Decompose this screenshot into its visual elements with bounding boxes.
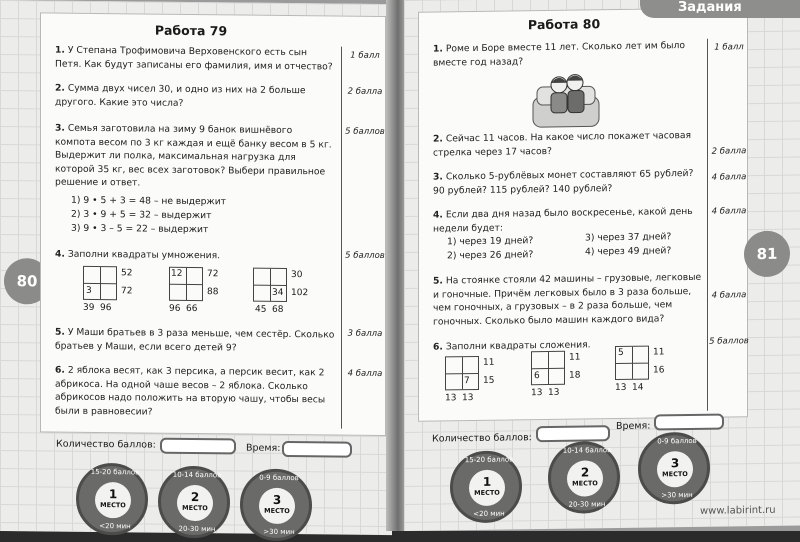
medal-center [95,482,131,518]
medal-range: 15-20 баллов [464,455,514,465]
task-1 [55,44,335,74]
medal-time: 20-30 мин [178,524,216,534]
task-3 [55,122,335,192]
medal-second [158,466,230,539]
row-result: 52 [121,268,133,279]
score-divider [707,39,708,411]
children-on-sofa-illustration [531,68,601,131]
task-number: 2. [433,133,443,145]
task-2 [433,129,703,160]
col-result: 13 [462,393,474,404]
col-result: 13 [615,382,627,394]
addition-square [615,345,695,406]
day-option: 1) через 19 дней? [447,235,534,248]
solution-option: 2) 3 • 9 + 5 = 32 – выдержит [71,208,212,222]
section-tab [640,0,800,18]
medal-range: 10-14 баллов [562,446,612,455]
left-page [0,0,392,535]
time-field[interactable] [654,414,724,431]
row-result: 11 [483,357,495,368]
watermark: www.labirint.ru [700,504,776,517]
time-label: Время: [246,442,281,454]
task-text: 2 яблока весят, как 3 персика, а персик весит, как 2 абрикоса. На одной чаше весов – 2 яблока. Сколько абрикосов надо положить на вторую чашу, чтобы весы были в равновесии? [55,364,326,418]
task-5 [433,271,703,329]
work-title: Работа 80 [527,16,601,33]
addition-square [445,355,525,416]
task-number: 3. [55,122,65,134]
row-result: 15 [483,375,495,386]
task-score: 4 балла [711,206,747,217]
medal-time: >30 мин [661,490,693,500]
cell-value: 5 [618,347,624,359]
medal-first [450,450,522,523]
task-score: 5 баллов [345,126,385,138]
task-score: 2 балла [711,146,747,157]
task-text: Заполни квадраты сложения. [445,339,591,353]
right-page [404,0,800,531]
page-number: 81 [756,244,778,264]
col-result: 66 [186,303,198,315]
multiplication-square [169,267,249,328]
medal-first [76,463,148,536]
medal-place: 2 [190,489,200,505]
col-result: 96 [100,303,112,314]
medal-center [567,460,603,497]
day-option: 4) через 49 дней? [585,245,672,258]
medal-word: МЕСТО [182,503,208,513]
task-number: 4. [433,209,443,221]
multiplication-square [83,266,163,327]
row-result: 11 [653,347,665,358]
task-score: 4 балла [711,172,747,183]
score-count-label: Количество баллов: [56,438,156,451]
task-text: У Степана Трофимовича Верховенского есть сын Петя. Как будут записаны его фамилия, имя и отчество? [55,44,333,72]
solution-option: 1) 9 • 5 + 3 = 48 – не выдержит [71,194,227,208]
row-result: 11 [569,352,581,363]
medal-word: МЕСТО [474,488,500,498]
task-text: Роме и Боре вместе 11 лет. Сколько лет им было вместе год назад? [433,40,685,69]
medal-third [240,469,312,542]
cell-value: 12 [171,268,183,279]
task-text: Сейчас 11 часов. На какое число покажет часовая стрелка через 17 часов? [433,129,692,159]
time-label: Время: [616,420,651,433]
medal-range: 10-14 баллов [172,470,222,480]
cell-value: 6 [534,371,540,382]
medal-word: МЕСТО [264,506,290,516]
medal-time: <20 мин [99,522,131,531]
task-5 [55,326,335,356]
solution-option: 3) 9 • 3 – 5 = 22 – выдержит [71,222,209,236]
work-title: Работа 79 [154,22,228,39]
cell-value: 34 [272,287,284,298]
medal-place: 1 [108,487,118,502]
col-result: 96 [169,303,181,314]
task-text: Сколько 5-рублёвых монет составляют 65 рублей? 90 рублей? 115 рублей? 140 рублей? [433,167,694,197]
medal-word: МЕСТО [662,470,688,479]
task-text: У Маши братьев в 3 раза меньше, чем сестёр. Сколько братьев у Маши, если всего детей 9? [55,326,335,353]
row-result: 30 [291,270,303,281]
task-1 [433,39,703,70]
task-score: 5 баллов [345,250,385,262]
medal-center [259,488,295,524]
medal-second [548,441,620,514]
row-result: 88 [207,287,219,298]
section-tab-label: Задания [678,0,742,15]
score-count-field[interactable] [160,438,236,455]
task-number: 1. [433,43,443,55]
task-number: 6. [55,364,65,376]
time-field[interactable] [282,441,352,458]
medal-center [177,485,213,521]
task-text: Сумма двух чисел 30, и одно из них на 2 больше другого. Какие это числа? [55,82,306,109]
col-result: 39 [83,302,95,313]
col-result: 14 [632,382,644,393]
task-number: 3. [433,171,443,183]
task-2 [55,82,335,112]
col-result: 13 [531,388,543,399]
page-number-badge [744,231,790,278]
task-text: Заполни квадраты умножения. [67,248,221,262]
cell-value: 7 [464,376,470,387]
task-score: 1 балл [350,50,380,61]
medal-range: 0-9 баллов [657,436,697,446]
task-text: Семья заготовила на зиму 9 банок вишнёвого компота весом по 3 кг каждая и ещё банку весом в 5 кг. Выдержит ли полка, максимальная нагрузка для которой 35 кг, вес всех заготовок? Выбери правильное решение и ответ. [55,122,332,189]
medal-word: МЕСТО [572,479,598,488]
day-option: 3) через 37 дней? [585,231,672,244]
medal-time: >30 мин [263,527,295,537]
medal-third [638,432,710,505]
medal-place: 1 [482,474,492,489]
task-score: 2 балла [347,86,383,98]
task-panel [418,7,748,422]
medal-place: 3 [272,492,282,507]
task-number: 2. [55,82,65,94]
day-option: 2) через 26 дней? [447,249,534,262]
task-number: 6. [433,341,443,353]
task-score: 5 баллов [709,336,749,347]
row-result: 72 [207,269,219,280]
cell-value: 3 [86,285,92,296]
task-text: Если два дня назад было воскресенье, какой день недели будет: [433,205,693,235]
task-score: 1 балл [714,42,744,53]
task-6 [55,364,335,421]
row-result: 72 [121,286,133,297]
task-text: На стоянке стояли 42 машины – грузовые, легковые и гоночные. Причём легковых было в 3 раза больше, чем гоночных, а грузовых – в 2 раза больше, чем гоночных. Сколько было машин каждого вида? [433,271,702,328]
score-count-label: Количество баллов: [432,432,532,445]
task-number: 4. [55,248,65,260]
medal-center [657,451,693,488]
medal-range: 15-20 баллов [90,467,140,477]
task-number: 5. [433,275,443,287]
medal-word: МЕСТО [100,501,126,510]
task-score: 4 балла [711,290,747,301]
score-count-field[interactable] [536,425,610,442]
row-result: 18 [569,370,581,381]
row-result: 16 [653,365,665,376]
medal-time: 20-30 мин [568,500,606,509]
addition-square [531,350,611,411]
col-result: 45 [255,304,267,315]
task-3 [433,167,703,198]
medal-place: 3 [670,456,680,471]
task-number: 5. [55,326,65,338]
col-result: 68 [272,304,284,315]
medal-place: 2 [580,465,590,480]
task-score: 4 балла [347,368,383,380]
score-divider [341,47,342,429]
task-score: 3 балла [347,328,383,340]
multiplication-square [253,268,333,329]
row-result: 102 [291,288,309,299]
medal-range: 0-9 баллов [259,473,299,483]
col-result: 13 [548,387,560,398]
col-result: 13 [445,393,457,404]
task-number: 1. [55,44,65,56]
medal-center [469,470,505,507]
square-grid [445,356,479,390]
task-4 [55,248,335,264]
task-panel [40,12,386,436]
page-number: 80 [16,272,38,291]
medal-time: <20 мин [473,509,505,519]
